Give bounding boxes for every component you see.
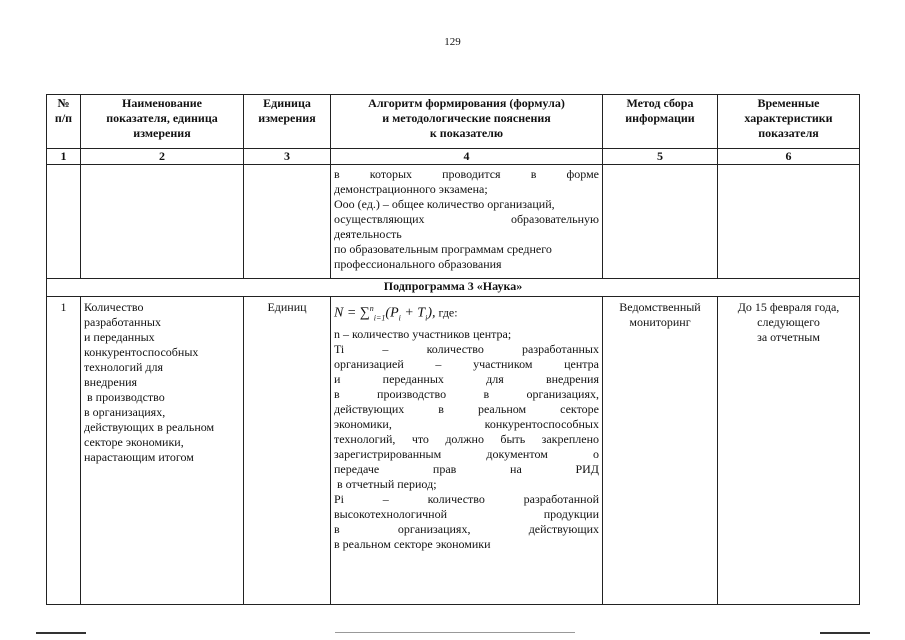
collection-method: Ведомственный мониторинг xyxy=(603,297,718,605)
subprogram-title: Подпрограмма 3 «Наука» xyxy=(47,279,860,297)
algorithm-lines xyxy=(334,327,599,552)
algorithm-line: Ti – количество разработанных xyxy=(334,342,599,357)
algorithm-line: организацией – участником центра xyxy=(334,357,599,372)
header-row xyxy=(47,95,860,149)
header-col-timing: Временные характеристики показателя xyxy=(718,95,860,149)
indicator-algorithm xyxy=(331,297,603,605)
algorithm-line: экономики, конкурентоспособных xyxy=(334,417,599,432)
header-col-number: № п/п xyxy=(47,95,81,149)
header-col-algorithm: Алгоритм формирования (формула) и методологические пояснения к показателю xyxy=(331,95,603,149)
row-number: 1 xyxy=(47,297,81,605)
algorithm-line: в отчетный период; xyxy=(334,477,437,492)
column-number: 3 xyxy=(244,149,331,165)
indicator-row xyxy=(47,297,860,605)
header-col-method: Метод сбора информации xyxy=(603,95,718,149)
continuation-text: в которых проводится в форме демонстрационного экзамена; Ооо (ед.) – общее количество организаций, осуществляющих образовательную деятельность по образовательным программам среднего профессионального образования xyxy=(331,165,603,279)
indicator-unit: Единиц xyxy=(244,297,331,605)
algorithm-line: передаче прав на РИД xyxy=(334,462,599,477)
scan-edge-right xyxy=(820,632,870,634)
algorithm-line: действующих в реальном секторе xyxy=(334,402,599,417)
scan-edge-left xyxy=(36,632,86,634)
timing-characteristics: До 15 февраля года, следующего за отчетным xyxy=(718,297,860,605)
algorithm-line: Pi – количество разработанной xyxy=(334,492,599,507)
algorithm-line: в организациях, действующих xyxy=(334,522,599,537)
page-number: 129 xyxy=(444,36,461,48)
indicator-name: Количество разработанных и переданных конкурентоспособных технологий для внедрения в производство в организациях, действующих в реальном секторе экономики, нарастающим итогом xyxy=(81,297,244,605)
column-number: 4 xyxy=(331,149,603,165)
column-number: 1 xyxy=(47,149,81,165)
algorithm-line: n – количество участников центра; xyxy=(334,327,512,342)
continuation-row xyxy=(47,165,860,279)
header-col-name: Наименование показателя, единица измерения xyxy=(81,95,244,149)
column-number-row xyxy=(47,149,860,165)
algorithm-line: зарегистрированным документом о xyxy=(334,447,599,462)
column-number: 5 xyxy=(603,149,718,165)
column-number: 2 xyxy=(81,149,244,165)
header-col-unit: Единица измерения xyxy=(244,95,331,149)
indicator-table xyxy=(46,94,860,605)
scan-edge-middle xyxy=(335,632,575,633)
formula: $N = \sum^n_{i=1}(P_i + T_i)$, где: xyxy=(334,304,458,323)
subprogram-row xyxy=(47,279,860,297)
algorithm-line: и переданных для внедрения xyxy=(334,372,599,387)
algorithm-line: высокотехнологичной продукции xyxy=(334,507,599,522)
algorithm-line: технологий, что должно быть закреплено xyxy=(334,432,599,447)
algorithm-line: в производство в организациях, xyxy=(334,387,599,402)
algorithm-line: в реальном секторе экономики xyxy=(334,537,491,552)
column-number: 6 xyxy=(718,149,860,165)
